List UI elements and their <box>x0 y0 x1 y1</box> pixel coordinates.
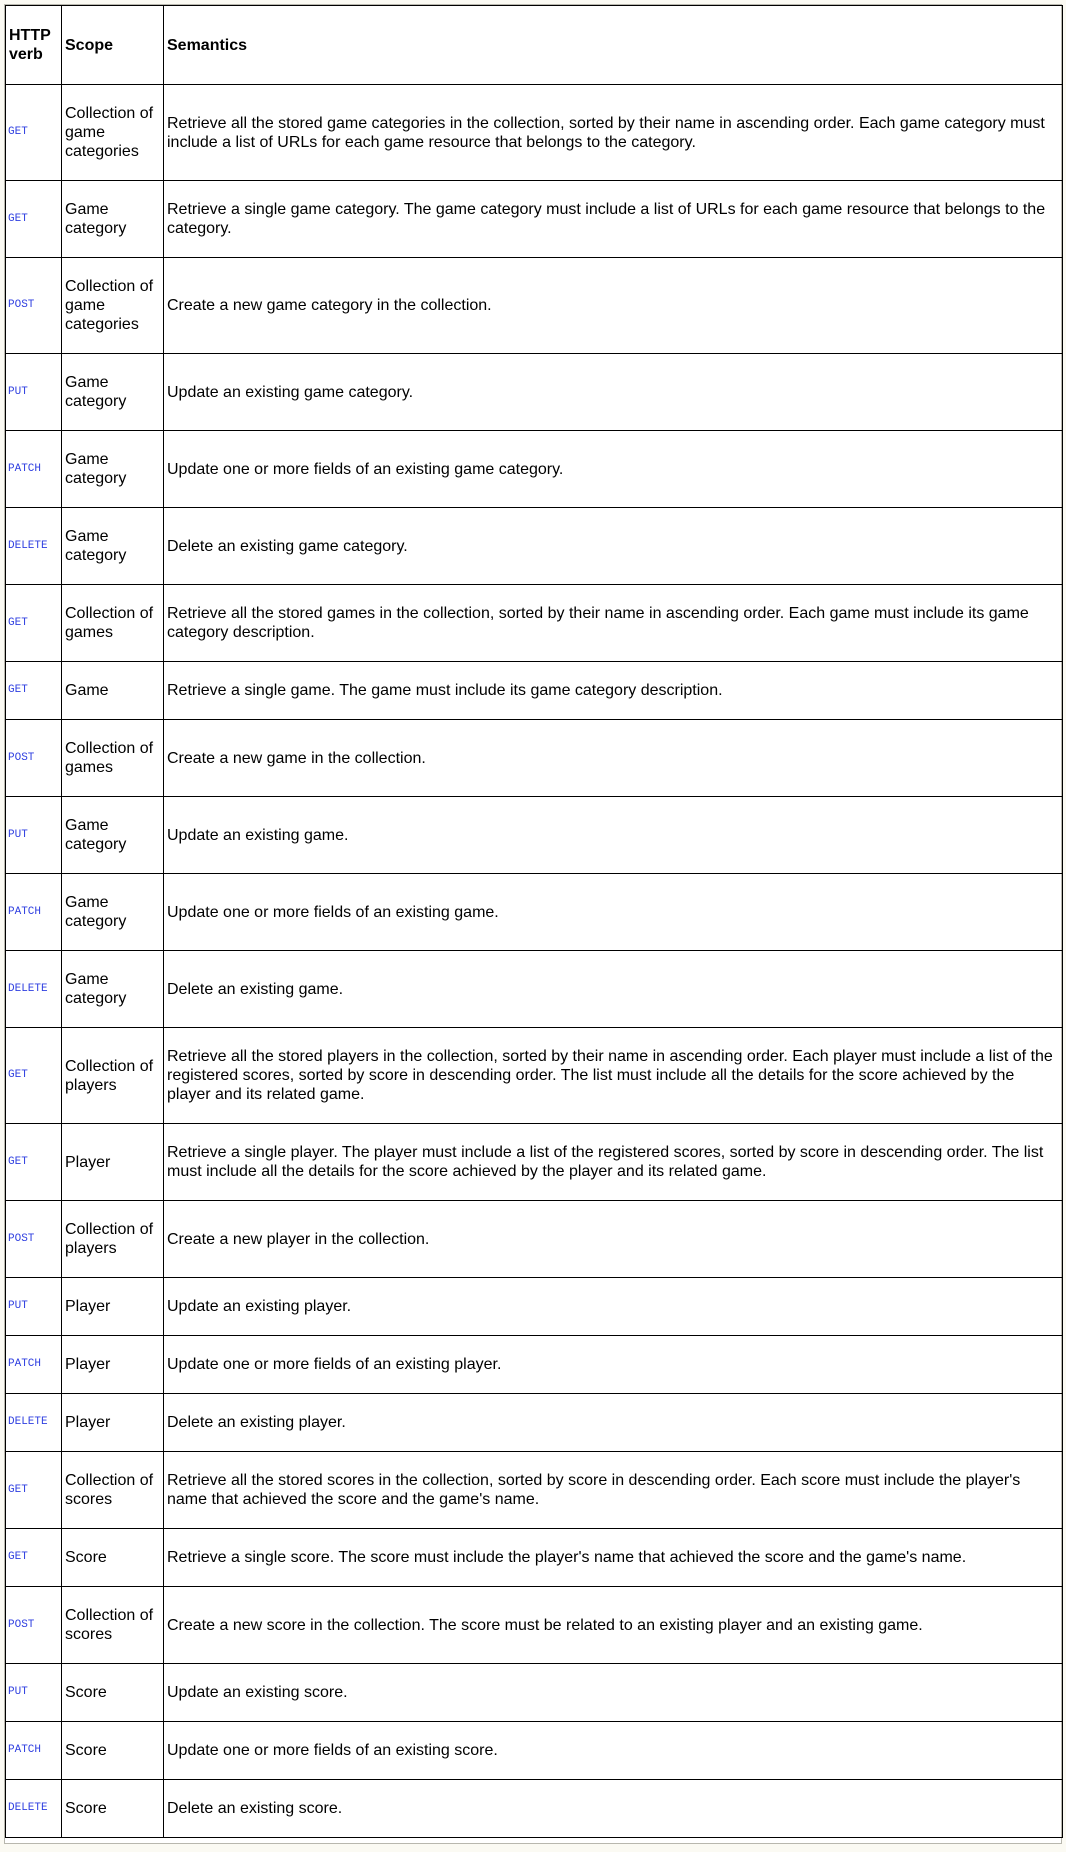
table-row <box>6 1124 1063 1201</box>
verb-cell: GET <box>6 662 62 720</box>
scope-cell: Game category <box>62 508 164 585</box>
verb-cell: GET <box>6 181 62 258</box>
scope-cell: Score <box>62 1722 164 1780</box>
semantics-cell: Update one or more fields of an existing game. <box>164 874 1063 951</box>
verb-cell: GET <box>6 1452 62 1529</box>
semantics-cell: Update one or more fields of an existing game category. <box>164 431 1063 508</box>
table-row <box>6 1336 1063 1394</box>
scope-cell: Game category <box>62 181 164 258</box>
semantics-cell: Update an existing player. <box>164 1278 1063 1336</box>
semantics-cell: Retrieve a single player. The player must include a list of the registered scores, sorted by score in descending order. The list must include all the details for the score achieved by the player and its related game. <box>164 1124 1063 1201</box>
scope-cell: Game category <box>62 354 164 431</box>
semantics-cell: Retrieve all the stored scores in the collection, sorted by score in descending order. Each score must include the player's name that achieved the score and the game's name. <box>164 1452 1063 1529</box>
semantics-cell: Create a new score in the collection. The score must be related to an existing player and an existing game. <box>164 1587 1063 1664</box>
table-row <box>6 1278 1063 1336</box>
verb-cell: DELETE <box>6 1780 62 1838</box>
semantics-cell: Update an existing score. <box>164 1664 1063 1722</box>
verb-cell: PUT <box>6 797 62 874</box>
scope-cell: Player <box>62 1278 164 1336</box>
table-row <box>6 1529 1063 1587</box>
semantics-cell: Retrieve all the stored game categories in the collection, sorted by their name in ascending order. Each game category must include a list of URLs for each game resource that belongs to the category. <box>164 85 1063 181</box>
semantics-cell: Retrieve a single score. The score must include the player's name that achieved the score and the game's name. <box>164 1529 1063 1587</box>
table-row <box>6 1201 1063 1278</box>
scope-cell: Game category <box>62 874 164 951</box>
table-row <box>6 797 1063 874</box>
semantics-cell: Update an existing game category. <box>164 354 1063 431</box>
scope-cell: Collection of game categories <box>62 85 164 181</box>
scope-cell: Collection of players <box>62 1201 164 1278</box>
scope-cell: Player <box>62 1336 164 1394</box>
table-row <box>6 951 1063 1028</box>
verb-cell: PATCH <box>6 1722 62 1780</box>
semantics-cell: Create a new game in the collection. <box>164 720 1063 797</box>
verb-cell: POST <box>6 1201 62 1278</box>
header-http-verb: HTTP verb <box>6 6 62 85</box>
semantics-cell: Delete an existing score. <box>164 1780 1063 1838</box>
semantics-cell: Delete an existing game. <box>164 951 1063 1028</box>
table-row <box>6 720 1063 797</box>
header-row <box>6 6 1063 85</box>
semantics-cell: Retrieve all the stored players in the collection, sorted by their name in ascending order. Each player must include a list of the registered scores, sorted by score in descending order. The list must include all the details for the score achieved by the player and its related game. <box>164 1028 1063 1124</box>
verb-cell: DELETE <box>6 1394 62 1452</box>
verb-cell: POST <box>6 258 62 354</box>
scope-cell: Collection of game categories <box>62 258 164 354</box>
semantics-cell: Delete an existing player. <box>164 1394 1063 1452</box>
scope-cell: Score <box>62 1664 164 1722</box>
verb-cell: GET <box>6 585 62 662</box>
semantics-cell: Retrieve a single game. The game must include its game category description. <box>164 662 1063 720</box>
scope-cell: Collection of players <box>62 1028 164 1124</box>
scope-cell: Collection of games <box>62 585 164 662</box>
semantics-cell: Retrieve all the stored games in the collection, sorted by their name in ascending order. Each game must include its game category description. <box>164 585 1063 662</box>
verb-cell: POST <box>6 720 62 797</box>
scope-cell: Game <box>62 662 164 720</box>
table-row <box>6 662 1063 720</box>
table-row <box>6 874 1063 951</box>
scope-cell: Player <box>62 1124 164 1201</box>
verb-cell: PUT <box>6 1664 62 1722</box>
http-verbs-table <box>5 5 1063 1838</box>
table-row <box>6 1028 1063 1124</box>
scope-cell: Collection of scores <box>62 1452 164 1529</box>
semantics-cell: Update one or more fields of an existing player. <box>164 1336 1063 1394</box>
verb-cell: GET <box>6 1124 62 1201</box>
scope-cell: Collection of scores <box>62 1587 164 1664</box>
verb-cell: PATCH <box>6 431 62 508</box>
semantics-cell: Create a new game category in the collection. <box>164 258 1063 354</box>
header-scope: Scope <box>62 6 164 85</box>
scope-cell: Score <box>62 1529 164 1587</box>
verb-cell: DELETE <box>6 951 62 1028</box>
table-row <box>6 1664 1063 1722</box>
semantics-cell: Delete an existing game category. <box>164 508 1063 585</box>
scope-cell: Game category <box>62 431 164 508</box>
table-row <box>6 354 1063 431</box>
table-row <box>6 258 1063 354</box>
table-row <box>6 585 1063 662</box>
scope-cell: Collection of games <box>62 720 164 797</box>
table-row <box>6 1722 1063 1780</box>
verb-cell: GET <box>6 85 62 181</box>
scope-cell: Score <box>62 1780 164 1838</box>
verb-cell: GET <box>6 1028 62 1124</box>
verb-cell: PUT <box>6 354 62 431</box>
semantics-cell: Retrieve a single game category. The game category must include a list of URLs for each game resource that belongs to the category. <box>164 181 1063 258</box>
semantics-cell: Update an existing game. <box>164 797 1063 874</box>
semantics-cell: Create a new player in the collection. <box>164 1201 1063 1278</box>
verb-cell: PATCH <box>6 874 62 951</box>
scope-cell: Game category <box>62 797 164 874</box>
table-row <box>6 1780 1063 1838</box>
table-row <box>6 508 1063 585</box>
table-row <box>6 181 1063 258</box>
verb-cell: DELETE <box>6 508 62 585</box>
table-row <box>6 431 1063 508</box>
table-row <box>6 1452 1063 1529</box>
table-row <box>6 85 1063 181</box>
scope-cell: Game category <box>62 951 164 1028</box>
scope-cell: Player <box>62 1394 164 1452</box>
semantics-cell: Update one or more fields of an existing score. <box>164 1722 1063 1780</box>
table-row <box>6 1587 1063 1664</box>
verb-cell: POST <box>6 1587 62 1664</box>
verb-cell: PUT <box>6 1278 62 1336</box>
table-row <box>6 1394 1063 1452</box>
verb-cell: PATCH <box>6 1336 62 1394</box>
verb-cell: GET <box>6 1529 62 1587</box>
header-semantics: Semantics <box>164 6 1063 85</box>
